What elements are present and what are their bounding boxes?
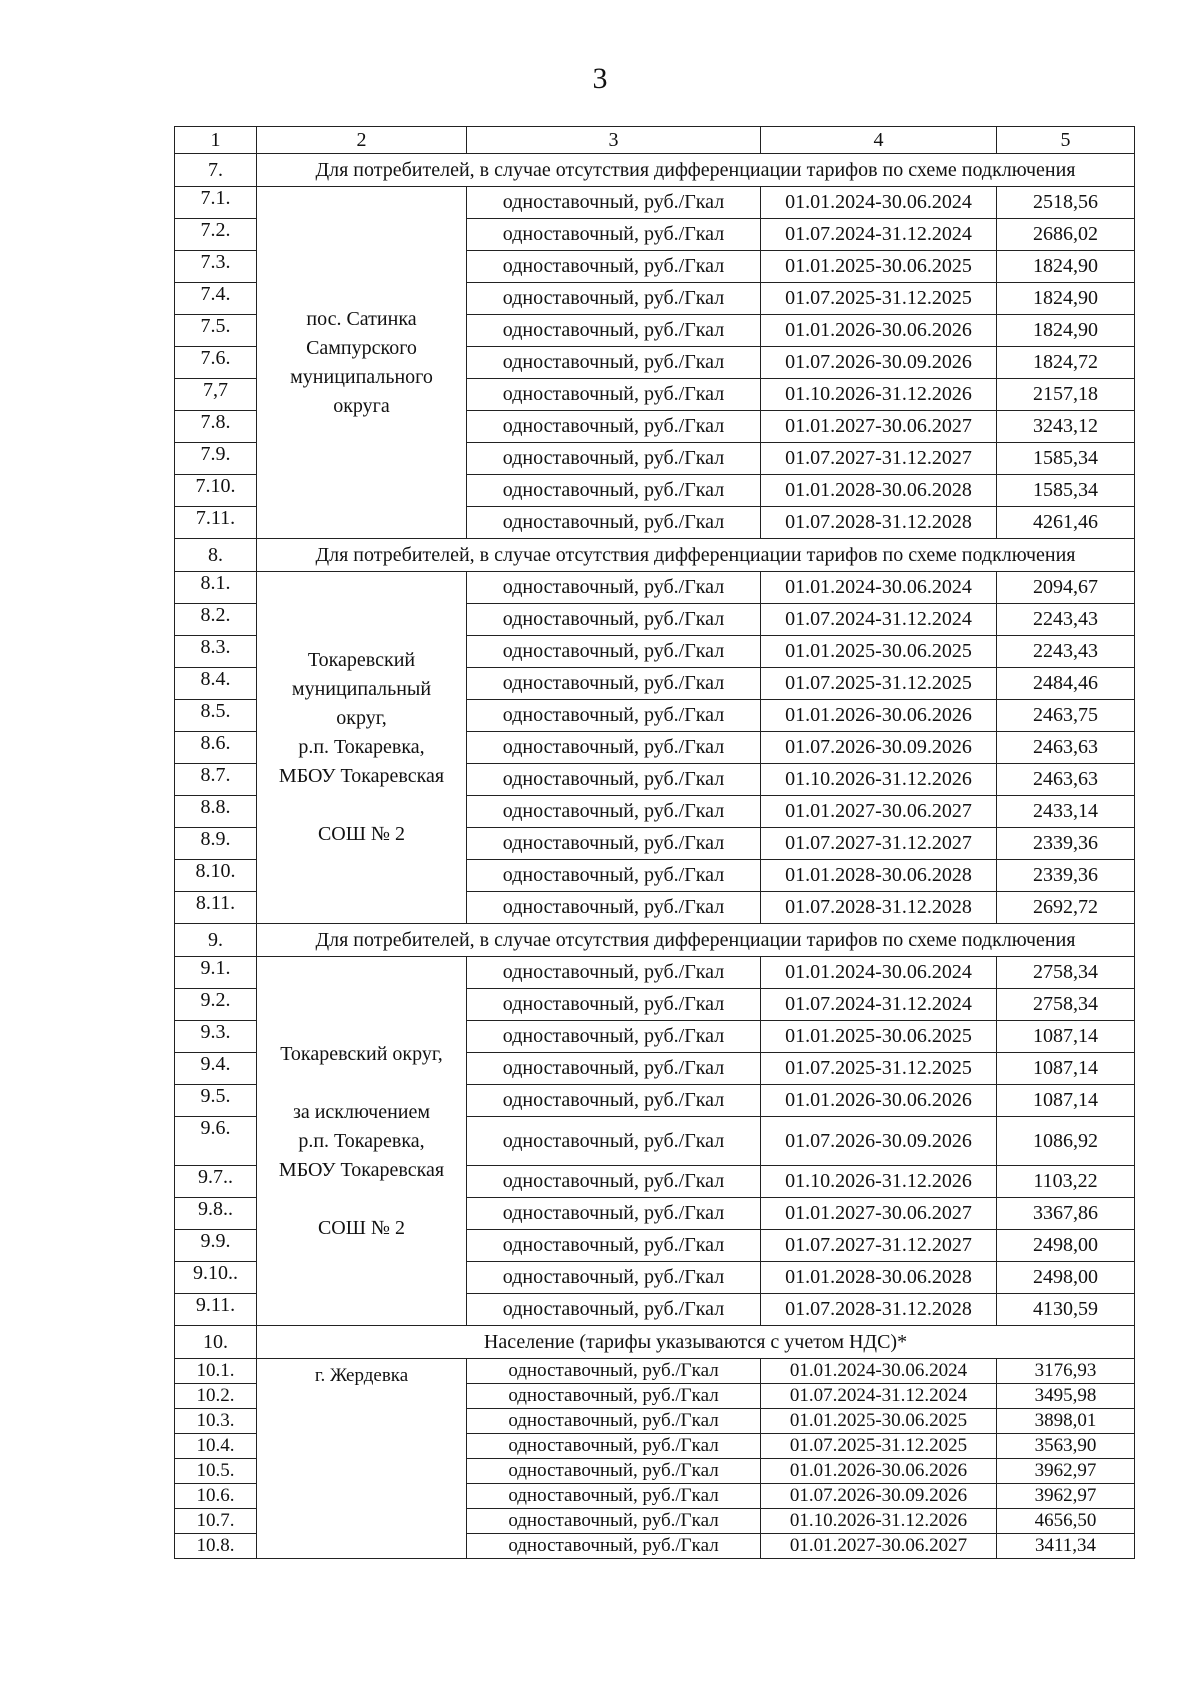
tariff-value: 2463,63 bbox=[997, 764, 1135, 796]
tariff-value: 3563,90 bbox=[997, 1434, 1135, 1459]
section-number: 8. bbox=[175, 539, 257, 572]
tariff-period: 01.01.2025-30.06.2025 bbox=[761, 1409, 997, 1434]
tariff-type: одноставочный, руб./Гкал bbox=[467, 251, 761, 283]
tariff-value: 2484,46 bbox=[997, 668, 1135, 700]
row-number: 7.1. bbox=[175, 187, 257, 219]
table-row bbox=[175, 1359, 1135, 1384]
tariff-value: 3243,12 bbox=[997, 411, 1135, 443]
row-number: 10.2. bbox=[175, 1384, 257, 1409]
tariff-period: 01.07.2028-31.12.2028 bbox=[761, 507, 997, 539]
tariff-value: 1824,72 bbox=[997, 347, 1135, 379]
tariff-type: одноставочный, руб./Гкал bbox=[467, 892, 761, 924]
tariff-period: 01.01.2026-30.06.2026 bbox=[761, 315, 997, 347]
row-number: 7.8. bbox=[175, 411, 257, 443]
location-line: пос. Сатинка bbox=[306, 307, 417, 330]
tariff-period: 01.01.2028-30.06.2028 bbox=[761, 1262, 997, 1294]
tariff-value: 2463,75 bbox=[997, 700, 1135, 732]
tariff-value: 1086,92 bbox=[997, 1117, 1135, 1166]
location-line: р.п. Токаревка, bbox=[298, 1129, 425, 1152]
location-line: р.п. Токаревка, bbox=[298, 736, 425, 758]
tariff-value: 1087,14 bbox=[997, 1085, 1135, 1117]
tariff-value: 2243,43 bbox=[997, 604, 1135, 636]
row-number: 8.7. bbox=[175, 764, 257, 796]
row-number: 8.11. bbox=[175, 892, 257, 924]
tariff-type: одноставочный, руб./Гкал bbox=[467, 828, 761, 860]
section-title: Для потребителей, в случае отсутствия дифференциации тарифов по схеме подключения bbox=[257, 539, 1135, 572]
tariff-type: одноставочный, руб./Гкал bbox=[467, 1359, 761, 1384]
section-header-row bbox=[175, 539, 1135, 572]
location-line: округ, bbox=[336, 707, 387, 729]
tariff-type: одноставочный, руб./Гкал bbox=[467, 1053, 761, 1085]
tariff-period: 01.01.2024-30.06.2024 bbox=[761, 1359, 997, 1384]
tariff-value: 4656,50 bbox=[997, 1509, 1135, 1534]
tariff-value: 3962,97 bbox=[997, 1459, 1135, 1484]
header-cell: 3 bbox=[467, 127, 761, 154]
location-line: Токаревский bbox=[307, 649, 416, 671]
tariff-period: 01.07.2026-30.09.2026 bbox=[761, 347, 997, 379]
tariff-value: 2498,00 bbox=[997, 1230, 1135, 1262]
location-line bbox=[261, 1185, 462, 1214]
tariff-value: 2498,00 bbox=[997, 1262, 1135, 1294]
location-cell bbox=[257, 1359, 467, 1559]
location-cell bbox=[257, 572, 467, 924]
section-header-row bbox=[175, 1326, 1135, 1359]
tariff-value: 1087,14 bbox=[997, 1021, 1135, 1053]
row-number: 8.1. bbox=[175, 572, 257, 604]
row-number: 8.8. bbox=[175, 796, 257, 828]
tariff-period: 01.10.2026-31.12.2026 bbox=[761, 764, 997, 796]
tariff-period: 01.01.2025-30.06.2025 bbox=[761, 1021, 997, 1053]
tariff-period: 01.01.2026-30.06.2026 bbox=[761, 1085, 997, 1117]
tariff-value: 3367,86 bbox=[997, 1198, 1135, 1230]
tariff-value: 1585,34 bbox=[997, 443, 1135, 475]
tariff-period: 01.01.2027-30.06.2027 bbox=[761, 796, 997, 828]
tariff-period: 01.01.2028-30.06.2028 bbox=[761, 860, 997, 892]
tariff-value: 1824,90 bbox=[997, 251, 1135, 283]
tariff-value: 2463,63 bbox=[997, 732, 1135, 764]
tariff-type: одноставочный, руб./Гкал bbox=[467, 764, 761, 796]
row-number: 9.3. bbox=[175, 1021, 257, 1053]
tariff-type: одноставочный, руб./Гкал bbox=[467, 315, 761, 347]
row-number: 9.2. bbox=[175, 989, 257, 1021]
row-number: 10.8. bbox=[175, 1534, 257, 1559]
tariff-value: 2692,72 bbox=[997, 892, 1135, 924]
location-line bbox=[261, 1069, 462, 1098]
tariff-period: 01.07.2024-31.12.2024 bbox=[761, 989, 997, 1021]
tariff-value: 1087,14 bbox=[997, 1053, 1135, 1085]
tariff-period: 01.07.2028-31.12.2028 bbox=[761, 892, 997, 924]
row-number: 9.8.. bbox=[175, 1198, 257, 1230]
tariff-period: 01.07.2026-30.09.2026 bbox=[761, 732, 997, 764]
tariff-period: 01.07.2026-30.09.2026 bbox=[761, 1484, 997, 1509]
tariff-type: одноставочный, руб./Гкал bbox=[467, 1434, 761, 1459]
tariff-table bbox=[174, 126, 1135, 1559]
tariff-period: 01.07.2025-31.12.2025 bbox=[761, 1053, 997, 1085]
row-number: 8.9. bbox=[175, 828, 257, 860]
row-number: 7.11. bbox=[175, 507, 257, 539]
tariff-value: 1824,90 bbox=[997, 283, 1135, 315]
tariff-value: 2433,14 bbox=[997, 796, 1135, 828]
row-number: 8.3. bbox=[175, 636, 257, 668]
row-number: 10.3. bbox=[175, 1409, 257, 1434]
tariff-type: одноставочный, руб./Гкал bbox=[467, 668, 761, 700]
tariff-period: 01.07.2026-30.09.2026 bbox=[761, 1117, 997, 1166]
tariff-value: 3176,93 bbox=[997, 1359, 1135, 1384]
row-number: 9.5. bbox=[175, 1085, 257, 1117]
tariff-period: 01.07.2024-31.12.2024 bbox=[761, 219, 997, 251]
tariff-type: одноставочный, руб./Гкал bbox=[467, 700, 761, 732]
tariff-period: 01.01.2025-30.06.2025 bbox=[761, 251, 997, 283]
row-number: 10.5. bbox=[175, 1459, 257, 1484]
tariff-type: одноставочный, руб./Гкал bbox=[467, 443, 761, 475]
tariff-type: одноставочный, руб./Гкал bbox=[467, 187, 761, 219]
section-header-row bbox=[175, 924, 1135, 957]
tariff-value: 2758,34 bbox=[997, 957, 1135, 989]
table-row bbox=[175, 957, 1135, 989]
tariff-type: одноставочный, руб./Гкал bbox=[467, 572, 761, 604]
tariff-period: 01.07.2025-31.12.2025 bbox=[761, 668, 997, 700]
tariff-type: одноставочный, руб./Гкал bbox=[467, 1459, 761, 1484]
tariff-type: одноставочный, руб./Гкал bbox=[467, 1021, 761, 1053]
row-number: 9.7.. bbox=[175, 1166, 257, 1198]
tariff-period: 01.07.2025-31.12.2025 bbox=[761, 1434, 997, 1459]
tariff-period: 01.01.2025-30.06.2025 bbox=[761, 636, 997, 668]
section-number: 10. bbox=[175, 1326, 257, 1359]
row-number: 9.4. bbox=[175, 1053, 257, 1085]
tariff-type: одноставочный, руб./Гкал bbox=[467, 1085, 761, 1117]
tariff-value: 2243,43 bbox=[997, 636, 1135, 668]
location-line: округа bbox=[333, 394, 390, 417]
tariff-type: одноставочный, руб./Гкал bbox=[467, 347, 761, 379]
tariff-period: 01.07.2025-31.12.2025 bbox=[761, 283, 997, 315]
row-number: 7,7 bbox=[175, 379, 257, 411]
location-line: за исключением bbox=[292, 1100, 431, 1123]
location-line: г. Жердевка bbox=[314, 1365, 409, 1386]
tariff-type: одноставочный, руб./Гкал bbox=[467, 957, 761, 989]
tariff-type: одноставочный, руб./Гкал bbox=[467, 1166, 761, 1198]
tariff-value: 2339,36 bbox=[997, 828, 1135, 860]
tariff-value: 2758,34 bbox=[997, 989, 1135, 1021]
section-header-row bbox=[175, 154, 1135, 187]
row-number: 7.9. bbox=[175, 443, 257, 475]
tariff-type: одноставочный, руб./Гкал bbox=[467, 1534, 761, 1559]
location-line bbox=[261, 791, 462, 820]
tariff-type: одноставочный, руб./Гкал bbox=[467, 1294, 761, 1326]
tariff-period: 01.01.2024-30.06.2024 bbox=[761, 957, 997, 989]
page-number: 3 bbox=[592, 62, 608, 95]
tariff-period: 01.07.2027-31.12.2027 bbox=[761, 1230, 997, 1262]
location-line: СОШ № 2 bbox=[317, 1216, 406, 1239]
tariff-type: одноставочный, руб./Гкал bbox=[467, 1262, 761, 1294]
tariff-value: 1824,90 bbox=[997, 315, 1135, 347]
location-cell bbox=[257, 957, 467, 1326]
tariff-type: одноставочный, руб./Гкал bbox=[467, 507, 761, 539]
row-number: 8.4. bbox=[175, 668, 257, 700]
tariff-period: 01.07.2027-31.12.2027 bbox=[761, 443, 997, 475]
tariff-type: одноставочный, руб./Гкал bbox=[467, 1384, 761, 1409]
tariff-type: одноставочный, руб./Гкал bbox=[467, 1117, 761, 1166]
tariff-value: 3898,01 bbox=[997, 1409, 1135, 1434]
row-number: 8.10. bbox=[175, 860, 257, 892]
row-number: 10.4. bbox=[175, 1434, 257, 1459]
tariff-type: одноставочный, руб./Гкал bbox=[467, 411, 761, 443]
tariff-period: 01.07.2027-31.12.2027 bbox=[761, 828, 997, 860]
tariff-value: 3495,98 bbox=[997, 1384, 1135, 1409]
tariff-type: одноставочный, руб./Гкал bbox=[467, 475, 761, 507]
tariff-type: одноставочный, руб./Гкал bbox=[467, 379, 761, 411]
tariff-type: одноставочный, руб./Гкал bbox=[467, 1484, 761, 1509]
row-number: 8.6. bbox=[175, 732, 257, 764]
section-number: 9. bbox=[175, 924, 257, 957]
tariff-type: одноставочный, руб./Гкал bbox=[467, 636, 761, 668]
location-line: Токаревский округ, bbox=[280, 1042, 443, 1065]
tariff-type: одноставочный, руб./Гкал bbox=[467, 860, 761, 892]
header-cell: 2 bbox=[257, 127, 467, 154]
tariff-value: 4261,46 bbox=[997, 507, 1135, 539]
tariff-type: одноставочный, руб./Гкал bbox=[467, 989, 761, 1021]
tariff-period: 01.10.2026-31.12.2026 bbox=[761, 1509, 997, 1534]
tariff-value: 1103,22 bbox=[997, 1166, 1135, 1198]
tariff-value: 4130,59 bbox=[997, 1294, 1135, 1326]
tariff-value: 2518,56 bbox=[997, 187, 1135, 219]
section-title: Для потребителей, в случае отсутствия дифференциации тарифов по схеме подключения bbox=[257, 924, 1135, 957]
location-line: муниципального bbox=[290, 365, 433, 388]
section-title: Население (тарифы указываются с учетом НДС)* bbox=[257, 1326, 1135, 1359]
tariff-period: 01.10.2026-31.12.2026 bbox=[761, 1166, 997, 1198]
tariff-value: 3962,97 bbox=[997, 1484, 1135, 1509]
row-number: 9.1. bbox=[175, 957, 257, 989]
header-row bbox=[175, 127, 1135, 154]
row-number: 9.11. bbox=[175, 1294, 257, 1326]
tariff-type: одноставочный, руб./Гкал bbox=[467, 283, 761, 315]
location-line: Сампурского bbox=[306, 336, 417, 359]
row-number: 9.6. bbox=[175, 1117, 257, 1166]
tariff-period: 01.01.2024-30.06.2024 bbox=[761, 572, 997, 604]
location-line: муниципальный bbox=[291, 678, 432, 700]
row-number: 9.9. bbox=[175, 1230, 257, 1262]
tariff-type: одноставочный, руб./Гкал bbox=[467, 1230, 761, 1262]
row-number: 9.10.. bbox=[175, 1262, 257, 1294]
row-number: 7.4. bbox=[175, 283, 257, 315]
header-cell: 5 bbox=[997, 127, 1135, 154]
row-number: 10.1. bbox=[175, 1359, 257, 1384]
table-row bbox=[175, 187, 1135, 219]
tariff-type: одноставочный, руб./Гкал bbox=[467, 604, 761, 636]
location-cell bbox=[257, 187, 467, 539]
tariff-period: 01.01.2027-30.06.2027 bbox=[761, 1198, 997, 1230]
header-cell: 1 bbox=[175, 127, 257, 154]
tariff-value: 2339,36 bbox=[997, 860, 1135, 892]
tariff-period: 01.07.2028-31.12.2028 bbox=[761, 1294, 997, 1326]
row-number: 7.2. bbox=[175, 219, 257, 251]
tariff-period: 01.01.2027-30.06.2027 bbox=[761, 411, 997, 443]
section-title: Для потребителей, в случае отсутствия дифференциации тарифов по схеме подключения bbox=[257, 154, 1135, 187]
table-row bbox=[175, 572, 1135, 604]
tariff-period: 01.07.2024-31.12.2024 bbox=[761, 1384, 997, 1409]
tariff-type: одноставочный, руб./Гкал bbox=[467, 1509, 761, 1534]
tariff-period: 01.01.2028-30.06.2028 bbox=[761, 475, 997, 507]
location-line: МБОУ Токаревская bbox=[278, 765, 445, 787]
location-line: МБОУ Токаревская bbox=[278, 1158, 445, 1181]
tariff-type: одноставочный, руб./Гкал bbox=[467, 1198, 761, 1230]
row-number: 7.10. bbox=[175, 475, 257, 507]
tariff-type: одноставочный, руб./Гкал bbox=[467, 219, 761, 251]
section-number: 7. bbox=[175, 154, 257, 187]
tariff-value: 2094,67 bbox=[997, 572, 1135, 604]
location-line: СОШ № 2 bbox=[317, 823, 406, 845]
tariff-period: 01.01.2026-30.06.2026 bbox=[761, 1459, 997, 1484]
header-cell: 4 bbox=[761, 127, 997, 154]
tariff-period: 01.10.2026-31.12.2026 bbox=[761, 379, 997, 411]
tariff-period: 01.07.2024-31.12.2024 bbox=[761, 604, 997, 636]
tariff-period: 01.01.2024-30.06.2024 bbox=[761, 187, 997, 219]
row-number: 8.5. bbox=[175, 700, 257, 732]
row-number: 10.6. bbox=[175, 1484, 257, 1509]
tariff-value: 2686,02 bbox=[997, 219, 1135, 251]
tariff-type: одноставочный, руб./Гкал bbox=[467, 1409, 761, 1434]
row-number: 7.5. bbox=[175, 315, 257, 347]
row-number: 7.6. bbox=[175, 347, 257, 379]
tariff-period: 01.01.2026-30.06.2026 bbox=[761, 700, 997, 732]
row-number: 7.3. bbox=[175, 251, 257, 283]
tariff-value: 1585,34 bbox=[997, 475, 1135, 507]
tariff-type: одноставочный, руб./Гкал bbox=[467, 732, 761, 764]
row-number: 8.2. bbox=[175, 604, 257, 636]
row-number: 10.7. bbox=[175, 1509, 257, 1534]
tariff-value: 3411,34 bbox=[997, 1534, 1135, 1559]
tariff-period: 01.01.2027-30.06.2027 bbox=[761, 1534, 997, 1559]
tariff-type: одноставочный, руб./Гкал bbox=[467, 796, 761, 828]
tariff-value: 2157,18 bbox=[997, 379, 1135, 411]
